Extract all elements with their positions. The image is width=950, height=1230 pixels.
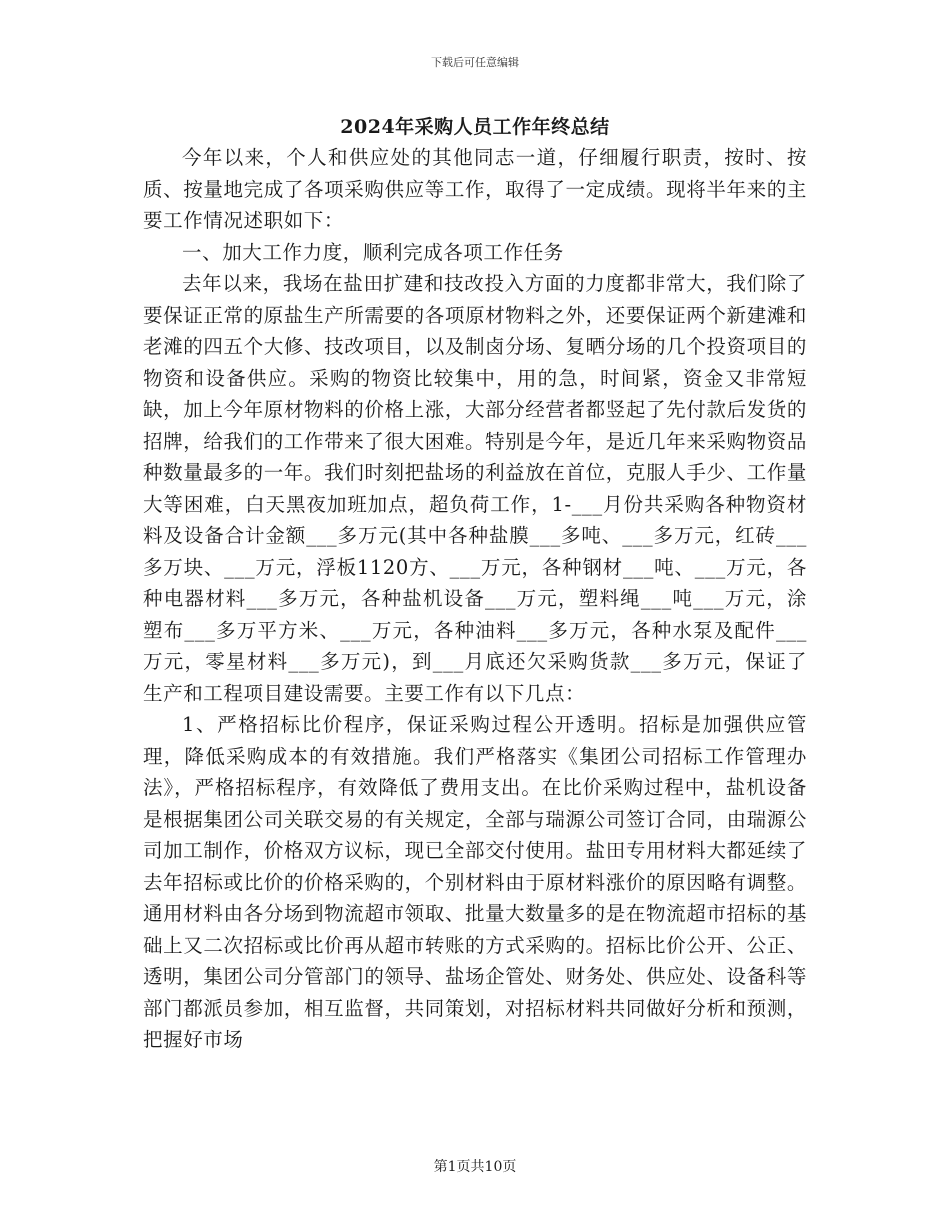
paragraph-background: 去年以来，我场在盐田扩建和技改投入方面的力度都非常大，我们除了要保证正常的原盐生产所需要的各项原材物料之外，还要保证两个新建滩和老滩的四五个大修、技改项目，以及制卤分场、复晒分场的几个投资项目的物资和设备供应。采购的物资比较集中，用的急，时间紧，资金又非常短缺，加上今年原材物料的价格上涨，大部分经营者都竖起了先付款后发货的招牌，给我们的工作带来了很大困难。特别是今年，是近几年来采购物资品种数量最多的一年。我们时刻把盐场的利益放在首位，克服人手少、工作量大等困难，白天黑夜加班加点，超负荷工作，1-___月份共采购各种物资材料及设备合计金额___多万元(其中各种盐膜___多吨、___多万元，红砖___多万块、___万元，浮板1120方、___万元，各种钢材___吨、___万元，各种电器材料___多万元，各种盐机设备___万元，塑料绳___吨___万元，涂塑布___多万平方米、___万元，各种油料___多万元，各种水泵及配件___万元，零星材料___多万元)，到___月底还欠采购货款___多万元，保证了生产和工程项目建设需要。主要工作有以下几点：	[143, 272, 807, 705]
section-heading-1: 一、加大工作力度，顺利完成各项工作任务	[182, 240, 564, 264]
paragraph-point-1: 1、严格招标比价程序，保证采购过程公开透明。招标是加强供应管理，降低采购成本的有效措施。我们严格落实《集团公司招标工作管理办法》，严格招标程序，有效降低了费用支出。在比价采购过程中，盐机设备是根据集团公司关联交易的有关规定，全部与瑞源公司签订合同，由瑞源公司加工制作，价格双方议标，现已全部交付使用。盐田专用材料大都延续了去年招标或比价的价格采购的，个别材料由于原材料涨价的原因略有调整。通用材料由各分场到物流超市领取、批量大数量多的是在物流超市招标的基础上又二次招标或比价再从超市转账的方式采购的。招标比价公开、公正、透明，集团公司分管部门的领导、盐场企管处、财务处、供应处、设备科等部门都派员参加，相互监督，共同策划，对招标材料共同做好分析和预测，把握好市场	[143, 713, 807, 1051]
paragraph-intro: 今年以来，个人和供应处的其他同志一道，仔细履行职责，按时、按质、按量地完成了各项采购供应等工作，取得了一定成绩。现将半年来的主要工作情况述职如下：	[143, 146, 807, 232]
document-body	[143, 142, 807, 1056]
page-number: 第1页共10页	[433, 1159, 517, 1175]
header-note: 下载后可任意编辑	[431, 56, 519, 69]
document-title: 2024年采购人员工作年终总结	[340, 116, 610, 138]
